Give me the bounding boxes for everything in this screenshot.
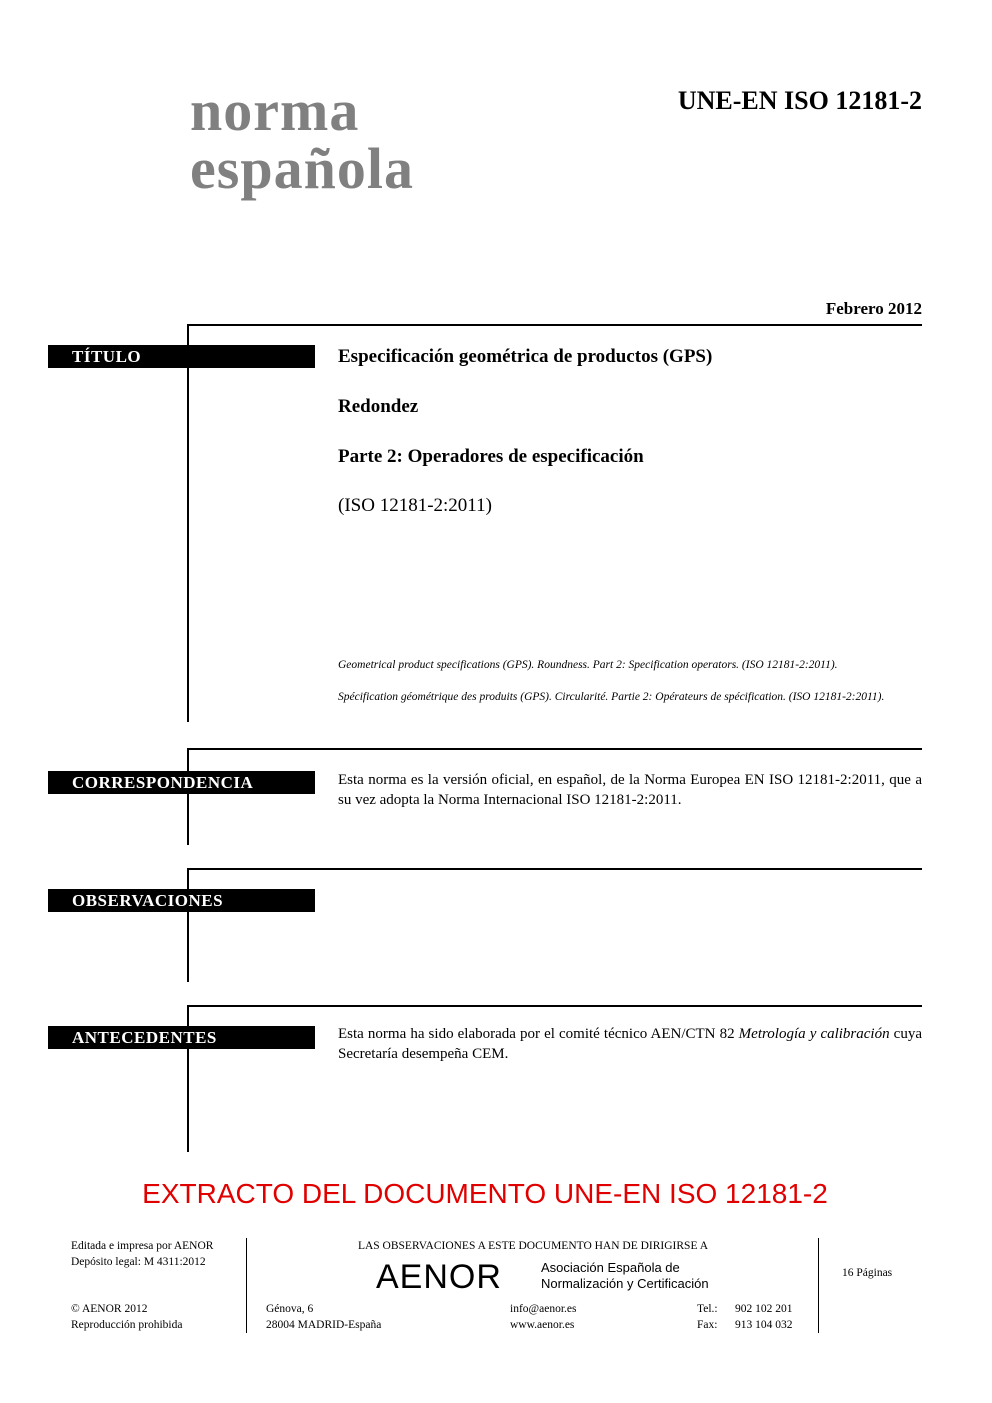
title-spanish-3: Parte 2: Operadores de especificación bbox=[338, 446, 644, 467]
footer-tel-row bbox=[697, 1301, 793, 1317]
footer-deposito: Depósito legal: M 4311:2012 bbox=[71, 1256, 206, 1268]
footer-tel: 902 102 201 bbox=[735, 1303, 793, 1315]
title-french: Spécification géométrique des produits (GPS). Circularité. Partie 2: Opérateurs de spécification. (ISO 12181-2:2011). bbox=[338, 691, 885, 703]
brand-title bbox=[190, 78, 414, 201]
iso-reference: (ISO 12181-2:2011) bbox=[338, 495, 492, 516]
extract-notice: EXTRACTO DEL DOCUMENTO UNE-EN ISO 12181-2 bbox=[142, 1178, 828, 1209]
footer-reproduction: Reproducción prohibida bbox=[71, 1319, 183, 1331]
footer-fax-label: Fax: bbox=[697, 1319, 718, 1331]
footer-divider bbox=[246, 1238, 247, 1333]
footer-website: www.aenor.es bbox=[510, 1319, 575, 1331]
section-rule bbox=[187, 324, 189, 722]
footer-contact-phone bbox=[697, 1301, 793, 1333]
footer-address bbox=[266, 1301, 381, 1333]
footer-edition bbox=[71, 1238, 213, 1270]
section-rule bbox=[187, 868, 189, 982]
footer-address-street: Génova, 6 bbox=[266, 1303, 314, 1315]
antecedentes-text bbox=[338, 1024, 922, 1064]
footer-observaciones-address: LAS OBSERVACIONES A ESTE DOCUMENTO HAN DE DIRIGIRSE A bbox=[357, 1240, 709, 1252]
section-divider bbox=[187, 748, 922, 750]
footer-address-city: 28004 MADRID-España bbox=[266, 1319, 382, 1331]
footer-email: info@aenor.es bbox=[510, 1303, 577, 1315]
footer-rights bbox=[71, 1301, 182, 1333]
brand-line-1: norma bbox=[190, 78, 360, 143]
page-count: 16 Páginas bbox=[842, 1267, 893, 1279]
section-divider bbox=[187, 1005, 922, 1007]
antecedentes-text-part1: Esta norma ha sido elaborada por el comité técnico AEN/CTN 82 bbox=[338, 1026, 739, 1042]
label-antecedentes: ANTECEDENTES bbox=[48, 1026, 315, 1049]
standard-code: UNE-EN ISO 12181-2 bbox=[677, 86, 922, 115]
footer-fax: 913 104 032 bbox=[735, 1319, 793, 1331]
label-observaciones: OBSERVACIONES bbox=[48, 889, 315, 912]
aenor-name-line-2: Normalización y Certificación bbox=[541, 1276, 709, 1291]
footer-contact-online bbox=[510, 1301, 576, 1333]
title-spanish-2: Redondez bbox=[338, 396, 419, 417]
section-rule bbox=[187, 748, 189, 845]
footer-divider bbox=[818, 1238, 819, 1333]
antecedentes-committee-name: Metrología y calibración bbox=[738, 1026, 890, 1042]
footer-edited: Editada e impresa por AENOR bbox=[71, 1240, 214, 1252]
footer-tel-label: Tel.: bbox=[697, 1303, 718, 1315]
antecedentes-text-part2: cuya Secretaría desempeña CEM. bbox=[338, 1026, 922, 1062]
section-divider bbox=[187, 868, 922, 870]
footer-copyright: © AENOR 2012 bbox=[71, 1303, 148, 1315]
section-divider bbox=[187, 324, 922, 326]
aenor-logo: AENOR bbox=[376, 1258, 502, 1296]
title-english: Geometrical product specifications (GPS). Roundness. Part 2: Specification operators. (ISO 12181-2:2011). bbox=[338, 659, 838, 671]
aenor-name-line-1: Asociación Española de bbox=[541, 1260, 680, 1275]
publication-date: Febrero 2012 bbox=[825, 299, 922, 318]
label-correspondencia: CORRESPONDENCIA bbox=[48, 771, 315, 794]
footer-fax-row bbox=[697, 1317, 793, 1333]
aenor-full-name bbox=[541, 1260, 709, 1292]
title-spanish-1: Especificación geométrica de productos (GPS) bbox=[338, 346, 713, 367]
label-titulo: TÍTULO bbox=[48, 345, 315, 368]
brand-line-2: española bbox=[190, 136, 414, 201]
correspondencia-text: Esta norma es la versión oficial, en español, de la Norma Europea EN ISO 12181-2:2011, que a su vez adopta la Norma Internacional ISO 12181-2:2011. bbox=[338, 772, 922, 808]
